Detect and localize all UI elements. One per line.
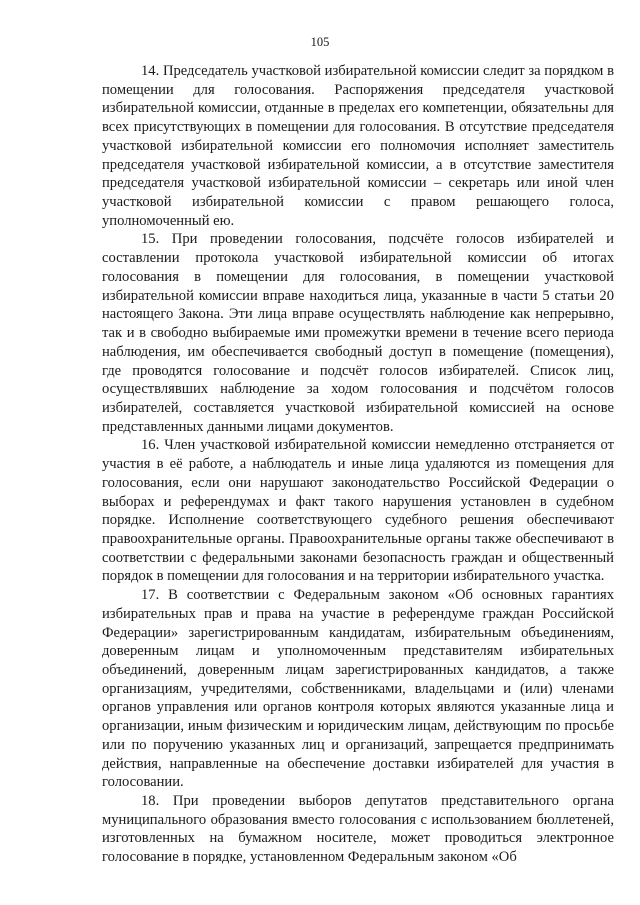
paragraph-14: 14. Председатель участковой избирательной комиссии следит за порядком в помещении для голосования. Распоряжения председателя участковой избирательной комиссии, отданные в пределах его компетенции, обязательны для всех присутствующих в помещении для голосования. В отсутствие председателя участковой избирательной комиссии его полномочия исполняет заместитель председателя участковой избирательной комиссии, а в отсутствие заместителя председателя участковой избирательной комиссии – секретарь или иной член участковой избирательной комиссии с правом решающего голоса, уполномоченный ею. (102, 63, 614, 229)
paragraph-17: 17. В соответствии с Федеральным законом «Об основных гарантиях избирательных прав и права на участие в референдуме граждан Российской Федерации» зарегистрированным кандидатам, избирательным объединениям, доверенным лицам и уполномоченным представителям избирательных объединений, доверенным лицам зарегистрированных кандидатов, а также организациям, учредителями, собственниками, владельцами и (или) членами органов управления или органов контроля которых являются указанные лица и организации, иным физическим и юридическим лицам, действующим по просьбе или по поручению указанных лиц и организаций, запрещается предпринимать действия, направленные на обеспечение доставки избирателей для участия в голосовании. (102, 587, 614, 791)
page-number: 105 (310, 35, 330, 49)
paragraph-18: 18. При проведении выборов депутатов представительного органа муниципального образования вместо голосования с использованием бюллетеней, изготовленных на бумажном носителе, может проводиться электронное голосование в порядке, установленном Федеральным законом «Об (102, 793, 614, 866)
paragraph-16: 16. Член участковой избирательной комиссии немедленно отстраняется от участия в её работе, а наблюдатель и иные лица удаляются из помещения для голосования, если они нарушают законодательство Российской Федерации о выборах и референдумах и факт такого нарушения установлен в судебном порядке. Исполнение соответствующего судебного решения обеспечивают правоохранительные органы. Правоохранительные органы также обеспечивают в соответствии с федеральными законами безопасность граждан и общественный порядок в помещении для голосования и на территории избирательного участка. (102, 437, 614, 585)
paragraph-15: 15. При проведении голосования, подсчёте голосов избирателей и составлении протокола участковой избирательной комиссии об итогах голосования в помещении для голосования, в помещении участковой избирательной комиссии вправе находиться лица, указанные в части 5 статьи 20 настоящего Закона. Эти лица вправе осуществлять наблюдение как непрерывно, так и в свободно выбираемые ими промежутки времени в течение всего периода наблюдения, им обеспечивается свободный доступ в помещение (помещения), где проводятся голосование и подсчёт голосов избирателей. Список лиц, осуществлявших наблюдение за ходом голосования и подсчётом голосов избирателей, составляется участковой избирательной комиссией на основе представленных данными лицами документов. (102, 231, 614, 435)
document-body (102, 62, 614, 867)
